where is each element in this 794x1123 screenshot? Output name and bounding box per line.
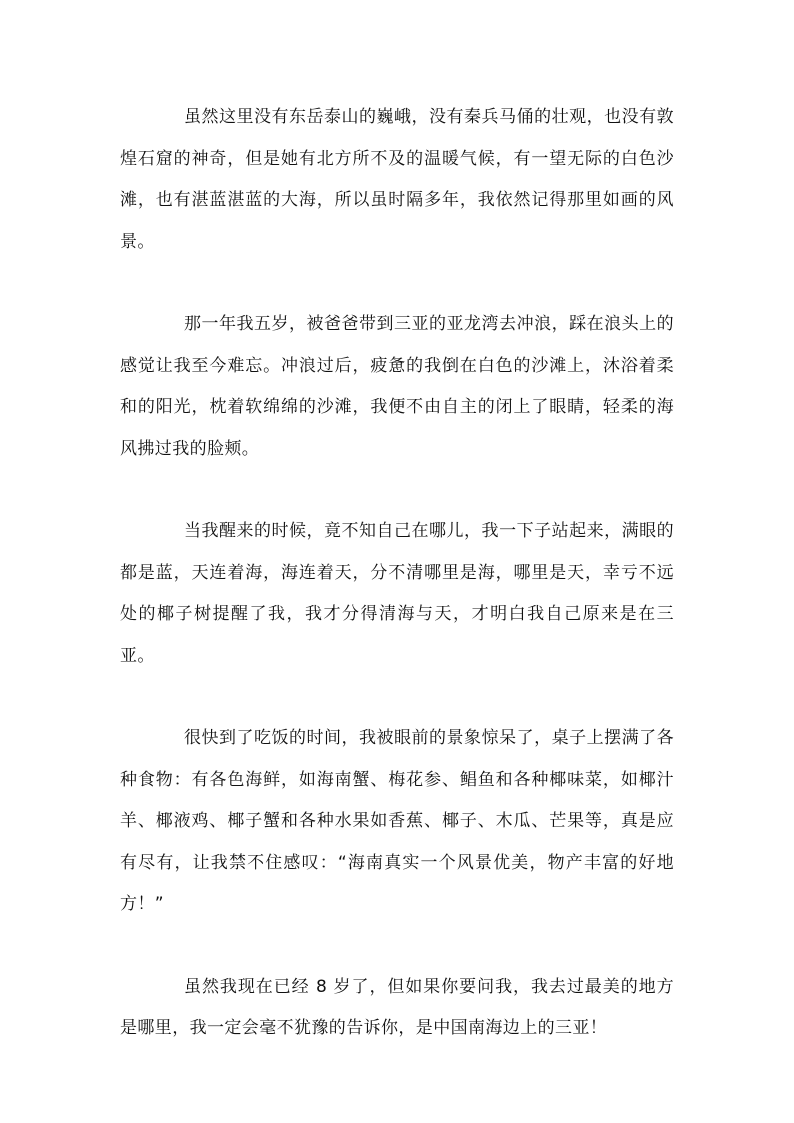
paragraph: 很快到了吃饭的时间，我被眼前的景象惊呆了，桌子上摆满了各种食物：有各色海鲜，如海南蟹、梅花参、鲳鱼和各种椰味菜，如椰汁羊、椰液鸡、椰子蟹和各种水果如香蕉、椰子、木瓜、芒果等，真是应有尽有，让我禁不住感叹：“海南真实一个风景优美，物产丰富的好地方！” <box>120 728 674 914</box>
document-body <box>120 97 674 1050</box>
paragraph: 虽然我现在已经 8 岁了，但如果你要问我，我去过最美的地方是哪里，我一定会毫不犹豫的告诉你，是中国南海边上的三亚！ <box>120 976 674 1038</box>
paragraph: 虽然这里没有东岳泰山的巍峨，没有秦兵马俑的壮观，也没有敦煌石窟的神奇，但是她有北方所不及的温暖气候，有一望无际的白色沙滩，也有湛蓝湛蓝的大海，所以虽时隔多年，我依然记得那里如画的风景。 <box>120 107 674 252</box>
paragraph: 当我醒来的时候，竟不知自己在哪儿，我一下子站起来，满眼的都是蓝，天连着海，海连着天，分不清哪里是海，哪里是天，幸亏不远处的椰子树提醒了我，我才分得清海与天，才明白我自己原来是在三亚。 <box>120 521 674 666</box>
paragraph: 那一年我五岁，被爸爸带到三亚的亚龙湾去冲浪，踩在浪头上的感觉让我至今难忘。冲浪过后，疲惫的我倒在白色的沙滩上，沐浴着柔和的阳光，枕着软绵绵的沙滩，我便不由自主的闭上了眼睛，轻柔的海风拂过我的脸颊。 <box>120 314 674 459</box>
